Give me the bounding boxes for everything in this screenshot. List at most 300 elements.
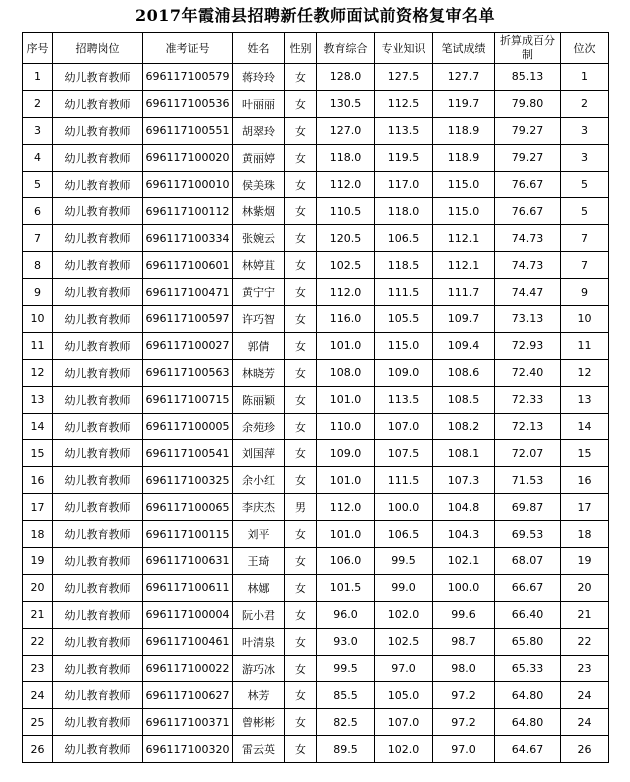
cell-education-score: 120.5 xyxy=(317,225,375,252)
cell-exam-number: 696117100027 xyxy=(143,332,233,359)
cell-rank: 7 xyxy=(561,252,609,279)
table-row xyxy=(23,574,609,601)
table-row xyxy=(23,144,609,171)
cell-seq: 18 xyxy=(23,521,53,548)
cell-professional-score: 105.0 xyxy=(375,682,433,709)
cell-name: 李庆杰 xyxy=(233,494,285,521)
cell-gender: 男 xyxy=(285,494,317,521)
cell-professional-score: 107.0 xyxy=(375,709,433,736)
cell-gender: 女 xyxy=(285,628,317,655)
cell-rank: 2 xyxy=(561,90,609,117)
cell-seq: 3 xyxy=(23,117,53,144)
cell-professional-score: 99.5 xyxy=(375,548,433,575)
table-row xyxy=(23,386,609,413)
cell-gender: 女 xyxy=(285,198,317,225)
cell-gender: 女 xyxy=(285,225,317,252)
cell-name: 曾彬彬 xyxy=(233,709,285,736)
cell-rank: 23 xyxy=(561,655,609,682)
cell-percent-score: 73.13 xyxy=(495,306,561,333)
header-professional-score: 专业知识 xyxy=(375,33,433,64)
cell-rank: 7 xyxy=(561,225,609,252)
cell-exam-number: 696117100320 xyxy=(143,736,233,763)
cell-education-score: 128.0 xyxy=(317,64,375,91)
cell-written-score: 98.7 xyxy=(433,628,495,655)
header-education-score: 教育综合 xyxy=(317,33,375,64)
cell-written-score: 98.0 xyxy=(433,655,495,682)
cell-seq: 9 xyxy=(23,279,53,306)
cell-percent-score: 76.67 xyxy=(495,198,561,225)
cell-professional-score: 111.5 xyxy=(375,467,433,494)
cell-position: 幼儿教育教师 xyxy=(53,736,143,763)
cell-written-score: 112.1 xyxy=(433,252,495,279)
cell-exam-number: 696117100325 xyxy=(143,467,233,494)
candidate-table xyxy=(22,32,609,763)
table-row xyxy=(23,548,609,575)
cell-gender: 女 xyxy=(285,279,317,306)
cell-seq: 24 xyxy=(23,682,53,709)
cell-name: 胡翠玲 xyxy=(233,117,285,144)
cell-written-score: 99.6 xyxy=(433,601,495,628)
cell-rank: 15 xyxy=(561,440,609,467)
cell-name: 王琦 xyxy=(233,548,285,575)
table-row xyxy=(23,467,609,494)
cell-gender: 女 xyxy=(285,64,317,91)
cell-name: 林娜 xyxy=(233,574,285,601)
cell-rank: 16 xyxy=(561,467,609,494)
cell-exam-number: 696117100010 xyxy=(143,171,233,198)
cell-position: 幼儿教育教师 xyxy=(53,440,143,467)
cell-education-score: 110.0 xyxy=(317,413,375,440)
cell-professional-score: 115.0 xyxy=(375,332,433,359)
cell-exam-number: 696117100536 xyxy=(143,90,233,117)
cell-rank: 10 xyxy=(561,306,609,333)
cell-percent-score: 69.53 xyxy=(495,521,561,548)
cell-seq: 26 xyxy=(23,736,53,763)
cell-professional-score: 118.5 xyxy=(375,252,433,279)
cell-seq: 5 xyxy=(23,171,53,198)
cell-rank: 21 xyxy=(561,601,609,628)
cell-percent-score: 64.80 xyxy=(495,682,561,709)
cell-professional-score: 127.5 xyxy=(375,64,433,91)
cell-seq: 16 xyxy=(23,467,53,494)
cell-education-score: 101.0 xyxy=(317,521,375,548)
cell-gender: 女 xyxy=(285,117,317,144)
cell-seq: 20 xyxy=(23,574,53,601)
cell-gender: 女 xyxy=(285,655,317,682)
cell-seq: 23 xyxy=(23,655,53,682)
cell-professional-score: 113.5 xyxy=(375,117,433,144)
cell-education-score: 112.0 xyxy=(317,171,375,198)
cell-position: 幼儿教育教师 xyxy=(53,306,143,333)
cell-name: 林紫烟 xyxy=(233,198,285,225)
cell-education-score: 127.0 xyxy=(317,117,375,144)
cell-seq: 10 xyxy=(23,306,53,333)
cell-education-score: 85.5 xyxy=(317,682,375,709)
cell-name: 叶清泉 xyxy=(233,628,285,655)
cell-written-score: 115.0 xyxy=(433,198,495,225)
table-row xyxy=(23,709,609,736)
cell-percent-score: 65.33 xyxy=(495,655,561,682)
cell-professional-score: 107.5 xyxy=(375,440,433,467)
table-row xyxy=(23,494,609,521)
cell-exam-number: 696117100334 xyxy=(143,225,233,252)
cell-position: 幼儿教育教师 xyxy=(53,332,143,359)
header-rank: 位次 xyxy=(561,33,609,64)
cell-position: 幼儿教育教师 xyxy=(53,548,143,575)
cell-name: 张婉云 xyxy=(233,225,285,252)
cell-percent-score: 74.73 xyxy=(495,225,561,252)
cell-position: 幼儿教育教师 xyxy=(53,682,143,709)
table-row xyxy=(23,90,609,117)
cell-name: 许巧智 xyxy=(233,306,285,333)
cell-gender: 女 xyxy=(285,90,317,117)
table-row xyxy=(23,252,609,279)
cell-professional-score: 112.5 xyxy=(375,90,433,117)
cell-exam-number: 696117100601 xyxy=(143,252,233,279)
cell-percent-score: 74.47 xyxy=(495,279,561,306)
cell-education-score: 93.0 xyxy=(317,628,375,655)
cell-rank: 14 xyxy=(561,413,609,440)
cell-written-score: 118.9 xyxy=(433,144,495,171)
cell-seq: 15 xyxy=(23,440,53,467)
cell-professional-score: 100.0 xyxy=(375,494,433,521)
cell-written-score: 104.8 xyxy=(433,494,495,521)
cell-position: 幼儿教育教师 xyxy=(53,601,143,628)
cell-position: 幼儿教育教师 xyxy=(53,709,143,736)
cell-rank: 19 xyxy=(561,548,609,575)
cell-percent-score: 71.53 xyxy=(495,467,561,494)
cell-position: 幼儿教育教师 xyxy=(53,413,143,440)
cell-seq: 21 xyxy=(23,601,53,628)
cell-professional-score: 97.0 xyxy=(375,655,433,682)
cell-education-score: 112.0 xyxy=(317,494,375,521)
table-row xyxy=(23,628,609,655)
cell-percent-score: 76.67 xyxy=(495,171,561,198)
cell-gender: 女 xyxy=(285,386,317,413)
cell-percent-score: 66.40 xyxy=(495,601,561,628)
cell-percent-score: 65.80 xyxy=(495,628,561,655)
table-header-row xyxy=(23,33,609,64)
cell-professional-score: 117.0 xyxy=(375,171,433,198)
cell-exam-number: 696117100611 xyxy=(143,574,233,601)
cell-name: 余苑珍 xyxy=(233,413,285,440)
table-row xyxy=(23,117,609,144)
cell-written-score: 102.1 xyxy=(433,548,495,575)
cell-percent-score: 79.80 xyxy=(495,90,561,117)
cell-exam-number: 696117100541 xyxy=(143,440,233,467)
cell-rank: 24 xyxy=(561,682,609,709)
cell-professional-score: 102.0 xyxy=(375,736,433,763)
cell-seq: 11 xyxy=(23,332,53,359)
cell-percent-score: 72.07 xyxy=(495,440,561,467)
cell-position: 幼儿教育教师 xyxy=(53,359,143,386)
cell-written-score: 109.7 xyxy=(433,306,495,333)
cell-gender: 女 xyxy=(285,467,317,494)
cell-position: 幼儿教育教师 xyxy=(53,64,143,91)
cell-written-score: 108.6 xyxy=(433,359,495,386)
cell-education-score: 118.0 xyxy=(317,144,375,171)
cell-name: 蒋玲玲 xyxy=(233,64,285,91)
cell-rank: 9 xyxy=(561,279,609,306)
cell-position: 幼儿教育教师 xyxy=(53,494,143,521)
cell-education-score: 101.0 xyxy=(317,332,375,359)
table-row xyxy=(23,601,609,628)
cell-professional-score: 105.5 xyxy=(375,306,433,333)
cell-education-score: 82.5 xyxy=(317,709,375,736)
header-name: 姓名 xyxy=(233,33,285,64)
cell-seq: 6 xyxy=(23,198,53,225)
cell-name: 林芳 xyxy=(233,682,285,709)
cell-position: 幼儿教育教师 xyxy=(53,628,143,655)
cell-position: 幼儿教育教师 xyxy=(53,279,143,306)
cell-gender: 女 xyxy=(285,574,317,601)
cell-percent-score: 79.27 xyxy=(495,117,561,144)
cell-gender: 女 xyxy=(285,306,317,333)
cell-exam-number: 696117100563 xyxy=(143,359,233,386)
cell-position: 幼儿教育教师 xyxy=(53,117,143,144)
cell-exam-number: 696117100004 xyxy=(143,601,233,628)
cell-name: 黄丽婷 xyxy=(233,144,285,171)
cell-position: 幼儿教育教师 xyxy=(53,225,143,252)
cell-name: 郭倩 xyxy=(233,332,285,359)
cell-written-score: 100.0 xyxy=(433,574,495,601)
table-row xyxy=(23,655,609,682)
cell-exam-number: 696117100471 xyxy=(143,279,233,306)
cell-gender: 女 xyxy=(285,736,317,763)
cell-written-score: 97.0 xyxy=(433,736,495,763)
cell-rank: 26 xyxy=(561,736,609,763)
cell-professional-score: 119.5 xyxy=(375,144,433,171)
cell-written-score: 127.7 xyxy=(433,64,495,91)
cell-percent-score: 66.67 xyxy=(495,574,561,601)
cell-exam-number: 696117100715 xyxy=(143,386,233,413)
cell-gender: 女 xyxy=(285,548,317,575)
table-row xyxy=(23,306,609,333)
cell-name: 刘国萍 xyxy=(233,440,285,467)
table-row xyxy=(23,440,609,467)
cell-written-score: 108.1 xyxy=(433,440,495,467)
cell-education-score: 89.5 xyxy=(317,736,375,763)
cell-rank: 22 xyxy=(561,628,609,655)
cell-rank: 13 xyxy=(561,386,609,413)
cell-exam-number: 696117100551 xyxy=(143,117,233,144)
cell-name: 叶丽丽 xyxy=(233,90,285,117)
cell-education-score: 110.5 xyxy=(317,198,375,225)
table-row xyxy=(23,332,609,359)
cell-written-score: 97.2 xyxy=(433,709,495,736)
cell-seq: 13 xyxy=(23,386,53,413)
cell-professional-score: 107.0 xyxy=(375,413,433,440)
table-body xyxy=(23,64,609,763)
cell-name: 林晓芳 xyxy=(233,359,285,386)
table-row xyxy=(23,198,609,225)
cell-rank: 18 xyxy=(561,521,609,548)
cell-professional-score: 99.0 xyxy=(375,574,433,601)
document-title: 2017年霞浦县招聘新任教师面试前资格复审名单 xyxy=(134,6,496,25)
cell-professional-score: 102.5 xyxy=(375,628,433,655)
cell-percent-score: 64.67 xyxy=(495,736,561,763)
cell-gender: 女 xyxy=(285,709,317,736)
cell-education-score: 116.0 xyxy=(317,306,375,333)
cell-exam-number: 696117100115 xyxy=(143,521,233,548)
cell-exam-number: 696117100065 xyxy=(143,494,233,521)
cell-name: 雷云英 xyxy=(233,736,285,763)
cell-education-score: 112.0 xyxy=(317,279,375,306)
cell-seq: 8 xyxy=(23,252,53,279)
cell-name: 侯美珠 xyxy=(233,171,285,198)
cell-name: 林婷苴 xyxy=(233,252,285,279)
cell-education-score: 99.5 xyxy=(317,655,375,682)
cell-percent-score: 72.13 xyxy=(495,413,561,440)
cell-written-score: 104.3 xyxy=(433,521,495,548)
cell-rank: 12 xyxy=(561,359,609,386)
cell-position: 幼儿教育教师 xyxy=(53,655,143,682)
cell-position: 幼儿教育教师 xyxy=(53,467,143,494)
cell-rank: 5 xyxy=(561,198,609,225)
cell-written-score: 108.2 xyxy=(433,413,495,440)
cell-percent-score: 72.93 xyxy=(495,332,561,359)
cell-seq: 22 xyxy=(23,628,53,655)
cell-percent-score: 72.40 xyxy=(495,359,561,386)
cell-professional-score: 118.0 xyxy=(375,198,433,225)
cell-gender: 女 xyxy=(285,252,317,279)
header-position: 招聘岗位 xyxy=(53,33,143,64)
table-row xyxy=(23,279,609,306)
header-exam-number: 准考证号 xyxy=(143,33,233,64)
cell-written-score: 111.7 xyxy=(433,279,495,306)
header-gender: 性别 xyxy=(285,33,317,64)
cell-rank: 24 xyxy=(561,709,609,736)
cell-gender: 女 xyxy=(285,144,317,171)
cell-exam-number: 696117100112 xyxy=(143,198,233,225)
cell-percent-score: 85.13 xyxy=(495,64,561,91)
cell-exam-number: 696117100005 xyxy=(143,413,233,440)
cell-gender: 女 xyxy=(285,682,317,709)
cell-gender: 女 xyxy=(285,332,317,359)
cell-professional-score: 106.5 xyxy=(375,521,433,548)
cell-seq: 2 xyxy=(23,90,53,117)
cell-rank: 3 xyxy=(561,144,609,171)
cell-written-score: 107.3 xyxy=(433,467,495,494)
cell-rank: 5 xyxy=(561,171,609,198)
cell-name: 游巧冰 xyxy=(233,655,285,682)
cell-gender: 女 xyxy=(285,171,317,198)
cell-education-score: 96.0 xyxy=(317,601,375,628)
cell-education-score: 108.0 xyxy=(317,359,375,386)
cell-seq: 17 xyxy=(23,494,53,521)
table-row xyxy=(23,225,609,252)
cell-position: 幼儿教育教师 xyxy=(53,574,143,601)
cell-rank: 3 xyxy=(561,117,609,144)
cell-rank: 17 xyxy=(561,494,609,521)
cell-seq: 19 xyxy=(23,548,53,575)
cell-education-score: 101.5 xyxy=(317,574,375,601)
cell-seq: 25 xyxy=(23,709,53,736)
cell-exam-number: 696117100631 xyxy=(143,548,233,575)
cell-percent-score: 69.87 xyxy=(495,494,561,521)
cell-gender: 女 xyxy=(285,521,317,548)
cell-written-score: 115.0 xyxy=(433,171,495,198)
cell-education-score: 102.5 xyxy=(317,252,375,279)
table-row xyxy=(23,171,609,198)
cell-written-score: 118.9 xyxy=(433,117,495,144)
cell-name: 余小红 xyxy=(233,467,285,494)
cell-gender: 女 xyxy=(285,440,317,467)
cell-position: 幼儿教育教师 xyxy=(53,386,143,413)
header-seq: 序号 xyxy=(23,33,53,64)
cell-name: 刘平 xyxy=(233,521,285,548)
cell-exam-number: 696117100020 xyxy=(143,144,233,171)
cell-exam-number: 696117100627 xyxy=(143,682,233,709)
cell-gender: 女 xyxy=(285,359,317,386)
cell-education-score: 106.0 xyxy=(317,548,375,575)
cell-professional-score: 102.0 xyxy=(375,601,433,628)
cell-professional-score: 109.0 xyxy=(375,359,433,386)
cell-percent-score: 64.80 xyxy=(495,709,561,736)
cell-written-score: 112.1 xyxy=(433,225,495,252)
cell-education-score: 101.0 xyxy=(317,467,375,494)
cell-seq: 7 xyxy=(23,225,53,252)
cell-position: 幼儿教育教师 xyxy=(53,171,143,198)
cell-rank: 1 xyxy=(561,64,609,91)
cell-exam-number: 696117100371 xyxy=(143,709,233,736)
cell-gender: 女 xyxy=(285,413,317,440)
table-row xyxy=(23,413,609,440)
cell-education-score: 109.0 xyxy=(317,440,375,467)
cell-name: 陈丽颖 xyxy=(233,386,285,413)
table-row xyxy=(23,521,609,548)
cell-name: 阮小君 xyxy=(233,601,285,628)
cell-position: 幼儿教育教师 xyxy=(53,198,143,225)
table-row xyxy=(23,64,609,91)
cell-name: 黄宁宁 xyxy=(233,279,285,306)
cell-seq: 4 xyxy=(23,144,53,171)
cell-percent-score: 68.07 xyxy=(495,548,561,575)
cell-written-score: 97.2 xyxy=(433,682,495,709)
cell-professional-score: 106.5 xyxy=(375,225,433,252)
table-row xyxy=(23,682,609,709)
cell-professional-score: 111.5 xyxy=(375,279,433,306)
cell-seq: 14 xyxy=(23,413,53,440)
cell-percent-score: 74.73 xyxy=(495,252,561,279)
cell-written-score: 108.5 xyxy=(433,386,495,413)
table-row xyxy=(23,359,609,386)
cell-rank: 11 xyxy=(561,332,609,359)
cell-written-score: 119.7 xyxy=(433,90,495,117)
cell-seq: 1 xyxy=(23,64,53,91)
cell-education-score: 130.5 xyxy=(317,90,375,117)
header-percent-score: 折算成百分制 xyxy=(495,33,561,64)
header-written-score: 笔试成绩 xyxy=(433,33,495,64)
cell-exam-number: 696117100597 xyxy=(143,306,233,333)
cell-position: 幼儿教育教师 xyxy=(53,144,143,171)
cell-gender: 女 xyxy=(285,601,317,628)
cell-exam-number: 696117100461 xyxy=(143,628,233,655)
cell-position: 幼儿教育教师 xyxy=(53,521,143,548)
table-row xyxy=(23,736,609,763)
cell-education-score: 101.0 xyxy=(317,386,375,413)
cell-rank: 20 xyxy=(561,574,609,601)
cell-exam-number: 696117100022 xyxy=(143,655,233,682)
cell-exam-number: 696117100579 xyxy=(143,64,233,91)
cell-percent-score: 79.27 xyxy=(495,144,561,171)
cell-position: 幼儿教育教师 xyxy=(53,252,143,279)
cell-percent-score: 72.33 xyxy=(495,386,561,413)
cell-professional-score: 113.5 xyxy=(375,386,433,413)
cell-position: 幼儿教育教师 xyxy=(53,90,143,117)
cell-seq: 12 xyxy=(23,359,53,386)
cell-written-score: 109.4 xyxy=(433,332,495,359)
